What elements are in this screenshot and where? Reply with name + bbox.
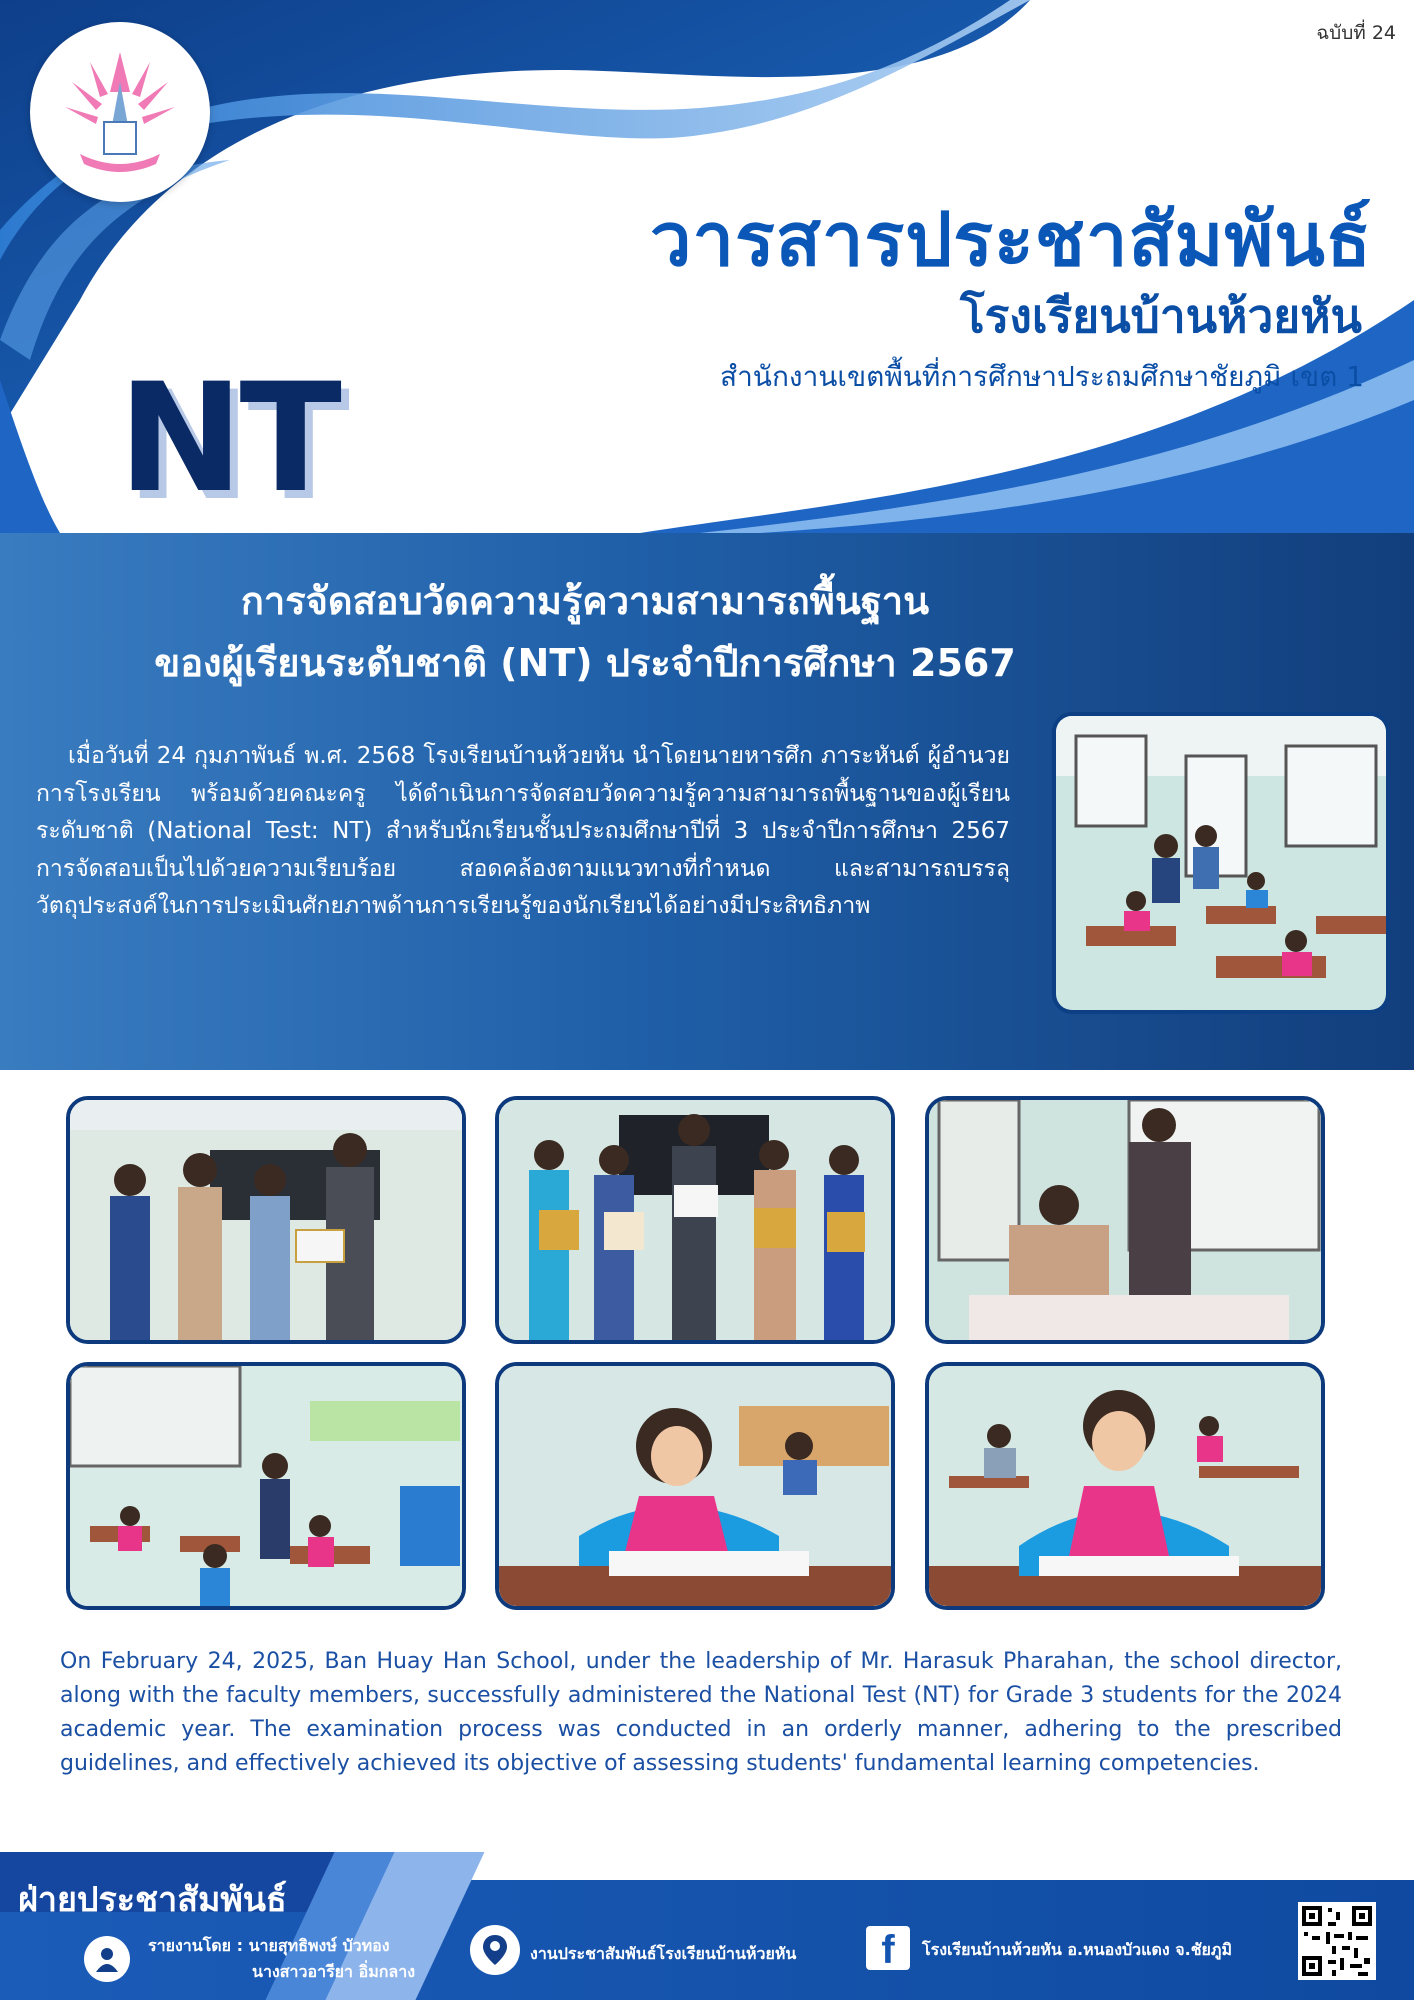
nt-badge: NT <box>118 352 338 526</box>
article-body-thai: เมื่อวันที่ 24 กุมภาพันธ์ พ.ศ. 2568 โรงเรียนบ้านห้วยหัน นำโดยนายหารศึก ภาระหันต์ ผู้อำนวยการโรงเรียน พร้อมด้วยคณะครู ได้ดำเนินการจัดสอบวัดความรู้ความสามารถพื้นฐานของผู้เรียนระดับชาติ (National Test: NT) สำหรับนักเรียนชั้นประถมศึกษาปีที่ 3 ประจำปีการศึกษา 2567 การจัดสอบเป็นไปด้วยความเรียบร้อย สอดคล้องตามแนวทางที่กำหนด และสามารถบรรลุวัตถุประสงค์ในการประเมินศักยภาพด้านการเรียนรู้ของนักเรียนได้อย่างมีประสิทธิภาพ <box>36 743 1010 919</box>
photo-award-ceremony-1 <box>66 1096 466 1344</box>
reporter-line2: นางสาวอารียา อิ่มกลาง <box>252 1962 416 1981</box>
school-name: โรงเรียนบ้านห้วยหัน <box>959 289 1362 343</box>
footer-location: งานประชาสัมพันธ์โรงเรียนบ้านห้วยหัน <box>530 1944 797 1963</box>
photo-student-writing-2 <box>925 1362 1325 1610</box>
school-logo <box>30 22 210 202</box>
reporter-line1: รายงานโดย : นายสุทธิพงษ์ บัวทอง <box>148 1936 390 1955</box>
footer-facebook[interactable]: โรงเรียนบ้านห้วยหัน อ.หนองบัวแดง จ.ชัยภูมิ <box>922 1940 1233 1959</box>
newsletter-title: วารสารประชาสัมพันธ์ <box>649 197 1372 283</box>
article-title-line1: การจัดสอบวัดความรู้ความสามารถพื้นฐาน <box>240 579 930 623</box>
person-icon <box>84 1936 130 1982</box>
photo-director-observing <box>925 1096 1325 1344</box>
photo-classroom-wide <box>66 1362 466 1610</box>
article-title-line2: ของผู้เรียนระดับชาติ (NT) ประจำปีการศึกษา 2567 <box>154 641 1016 685</box>
issue-number: ฉบับที่ 24 <box>1316 22 1396 44</box>
qr-code-icon[interactable] <box>1298 1902 1376 1980</box>
photo-classroom-exam <box>1052 712 1390 1014</box>
article-body-english: On February 24, 2025, Ban Huay Han School, under the leadership of Mr. Harasuk Pharahan, the school director, along with the faculty members, successfully administered the National Test (NT) for Grade 3 students for the 2024 academic year. The examination process was conducted in an orderly manner, adhering to the prescribed guidelines, and effectively achieved its objective of assessing students' fundamental learning competencies. <box>60 1649 1342 1776</box>
photo-student-writing-1 <box>495 1362 895 1610</box>
footer-label: ฝ่ายประชาสัมพันธ์ <box>18 1880 287 1920</box>
office-name: สำนักงานเขตพื้นที่การศึกษาประถมศึกษาชัยภูมิ เขต 1 <box>719 360 1364 393</box>
photo-award-ceremony-2 <box>495 1096 895 1344</box>
facebook-icon[interactable]: f <box>866 1926 910 1970</box>
location-pin-icon <box>470 1925 520 1975</box>
school-emblem-icon <box>50 42 190 182</box>
